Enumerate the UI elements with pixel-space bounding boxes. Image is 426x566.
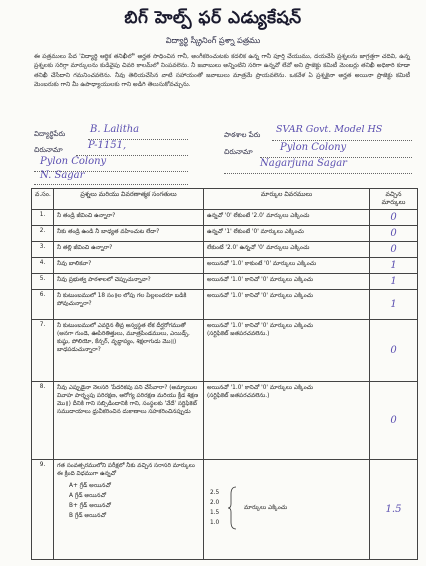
form-title: బిగ్ హెల్ప్ ఫర్ ఎడ్యుకేషన్ <box>124 8 302 28</box>
row-marks-rule: అయినచో '1.0' కాకుంటే '0' మార్కులు ఎక్కించు <box>204 258 370 274</box>
scale-value: 1.5 <box>210 510 220 516</box>
row-number: 3. <box>32 242 54 258</box>
row-marks-rule: ఉన్నచో '0' లేకుంటే '2.0' మార్కులు ఎక్కించు <box>204 210 370 226</box>
row-score[interactable]: 0 <box>370 226 418 242</box>
address-line-3 <box>34 183 188 185</box>
row-question-cell <box>54 460 204 560</box>
table-row <box>32 210 418 226</box>
row-score[interactable]: 1 <box>370 290 418 320</box>
row-number: 5. <box>32 274 54 290</box>
school-name-line <box>272 139 412 141</box>
row-number: 4. <box>32 258 54 274</box>
row-question: గత సంవత్సరములోని పరీక్షలో నీకు వచ్చిన సరాసరి మార్కులు ఈ క్రింది విధముగా ఉన్నచో <box>57 463 195 477</box>
row-score[interactable]: 0 <box>370 382 418 460</box>
row-marks-rule: అయినచో '1.0' కానిచో '0' మార్కులు ఎక్కించు <box>204 290 370 320</box>
grade-list <box>57 481 200 521</box>
grade-scale <box>210 488 219 528</box>
grade-item: A గ్రేడ్ అయినచో <box>69 493 107 499</box>
row-question: నీవు ప్రభుత్వ పాఠశాలలో చెప్పుచున్నావా? <box>54 274 204 290</box>
col-serial: వ.సం. <box>32 189 54 210</box>
row-question: నీ తల్లి జీవించి ఉన్నారా? <box>54 242 204 258</box>
school-address-label: చిరునామా <box>224 148 253 156</box>
grade-item: A+ గ్రేడ్ అయినచో <box>69 483 111 489</box>
student-name-label: విద్యార్థిపేరు <box>34 130 66 138</box>
col-marks-detail: మార్కుల వివరములు <box>204 189 370 210</box>
row-score[interactable]: 1 <box>370 258 418 274</box>
row-marks-rule: ఉన్నచో '1' లేకుంటే '0' మార్కులు ఎక్కించు <box>204 226 370 242</box>
row-score[interactable]: 1.5 <box>370 460 418 560</box>
col-score: వచ్చిన మార్కులు <box>370 189 418 210</box>
student-address-line-3: N. Sagar <box>40 170 85 181</box>
row-marks-rule: అయినచో '1.0' కానిచో '0' మార్కులు ఎక్కించు <box>207 323 314 329</box>
school-address-line-2: Nagarjuna Sagar <box>260 158 347 169</box>
table-row <box>32 274 418 290</box>
student-address-line-2: Pylon Colony <box>40 156 107 167</box>
instructions-paragraph: ఈ పత్రములు పేద 'విద్యార్థి ఆర్థిక తనిఖీలో' అర్హత సాధించిన గానీ, అంగీకరించుటకు కదలిక ఉన్న గానీ పూర్తి చేయుము, దయచేసి ప్రశ్నలను జాగ్రత్తగా చదివి, ఉన్న ప్రశ్నలకు సరిగ్గా మార్కులను కుడివైపు చివరి కాలమ్‌లో నింపవలెను. నీ జవాబులు అన్నింటిని సరిగా ఉన్నవో లేవో అని ప్రాజెక్టు కమిటీ మెంబర్లు తనిఖీ అధికారి కూడా తనిఖీ చేసేదాని గమనించవలెను. నీవు తెలియచేసిన వాటి సహాయంతో జవాబులు మాత్రమే ప్రాయవలెను. ఒకవేళ ఏ ప్రశ్నకైనా అర్హత అయినా ప్రాజెక్టు కమిటీ మెంబరుకు గాని మీ ఉపాధ్యాయులకు గాని అడిగి తెలుసుకోవచ్చును. <box>34 53 410 89</box>
screening-table <box>31 188 418 560</box>
row-number: 7. <box>32 320 54 382</box>
row-marks-note: (సర్టిఫికెట్ జతపరచవలెను.) <box>207 393 270 399</box>
row-marks-cell <box>204 382 370 460</box>
school-name-label: పాఠశాల పేరు <box>224 131 261 139</box>
row-number: 8. <box>32 382 54 460</box>
row-marks-rule: లేకుంటే '2.0' ఉన్నచో '0' మార్కులు ఎక్కించు <box>204 242 370 258</box>
brace-icon <box>228 486 238 530</box>
row-marks-rule: మార్కులు ఎక్కించు <box>244 505 288 511</box>
form-subtitle: విద్యార్థి స్క్రీనింగ్ ప్రశ్నా పత్రము <box>165 36 261 45</box>
row-score[interactable]: 1 <box>370 274 418 290</box>
school-name-value: SVAR Govt. Model HS <box>276 124 383 135</box>
student-address-line-1: P-1151, <box>88 140 127 151</box>
scale-value: 2.5 <box>210 490 220 496</box>
row-number: 9. <box>32 460 54 560</box>
table-row <box>32 460 418 560</box>
row-question: నీ కుటుంబములో 18 సం॥ల లోపు గల పిల్లలందరూ బడికి పోవుచున్నారా? <box>54 290 204 320</box>
student-name-value: B. Lalitha <box>90 124 140 135</box>
table-row <box>32 382 418 460</box>
row-score[interactable]: 0 <box>370 210 418 226</box>
student-address-label: చిరునామా <box>34 146 63 154</box>
table-row <box>32 258 418 274</box>
row-marks-note: (సర్టిఫికెట్ జతపరచవలెను.) <box>207 331 270 337</box>
table-row <box>32 320 418 382</box>
row-marks-rule: అయినచో '1.0' కానిచో '0' మార్కులు ఎక్కించు <box>204 274 370 290</box>
row-question: నీవు బాలికవా? <box>54 258 204 274</box>
row-score[interactable]: 0 <box>370 320 418 382</box>
row-question: నీ తండ్రి జీవించి ఉన్నారా? <box>54 210 204 226</box>
row-number: 2. <box>32 226 54 242</box>
table-row <box>32 226 418 242</box>
col-question: ప్రశ్నలు మరియు వివరణాత్మక సంగతులు <box>54 189 204 210</box>
table-row <box>32 290 418 320</box>
row-number: 6. <box>32 290 54 320</box>
row-score[interactable]: 0 <box>370 242 418 258</box>
row-question: నీకు తండ్రి ఉండి నీ బాధ్యత వహించుట లేదా? <box>54 226 204 242</box>
row-question: నీ కుటుంబములో ఎవరైన తీవ్ర అస్వస్థత లేక దీర్ఘరోగముతో (అనగా గుండె, ఊపిరితిత్తులు, మూత్రపిండములు, ఎయిడ్స్, కుష్ఠు, పోలియో, కేన్సర్, వృద్ధాప్యం, శిక్షలాగుడు మొ॥) బాధపడుచున్నారా? <box>54 320 204 382</box>
grade-item: B గ్రేడ్ అయినచో <box>69 513 107 519</box>
school-address-line-2-rule <box>224 172 412 174</box>
scale-value: 1.0 <box>210 520 220 526</box>
row-question: నీవు ఎప్పుడైనా నెలసరి 'పేదరికపు పని చేసేవారా? (అమ్మాయిల వివాహ పార్శ్వపు పరిరక్షణ, ఆరోగ్య పరిరక్షణ మరియు క్రీడ శిక్షణ మొ॥) దీనికి గాని సబ్సిడిందానికి గాని, సంస్థలకు 'వేదే' సర్టిఫికెట్ సముదాయాలు ధ్రువీకరించిన దుకాణాలు సహకరించినప్పుడు <box>54 382 204 460</box>
row-marks-cell <box>204 460 370 560</box>
scale-value: 2.0 <box>210 500 220 506</box>
row-marks-rule: అయినచో '1.0' కానిచో '0' మార్కులు ఎక్కించు <box>207 385 314 391</box>
row-marks-cell <box>204 320 370 382</box>
table-row <box>32 242 418 258</box>
table-header-row <box>32 189 418 210</box>
school-address-line-1: Pylon Colony <box>280 142 347 153</box>
row-number: 1. <box>32 210 54 226</box>
grade-item: B+ గ్రేడ్ అయినచో <box>69 503 111 509</box>
